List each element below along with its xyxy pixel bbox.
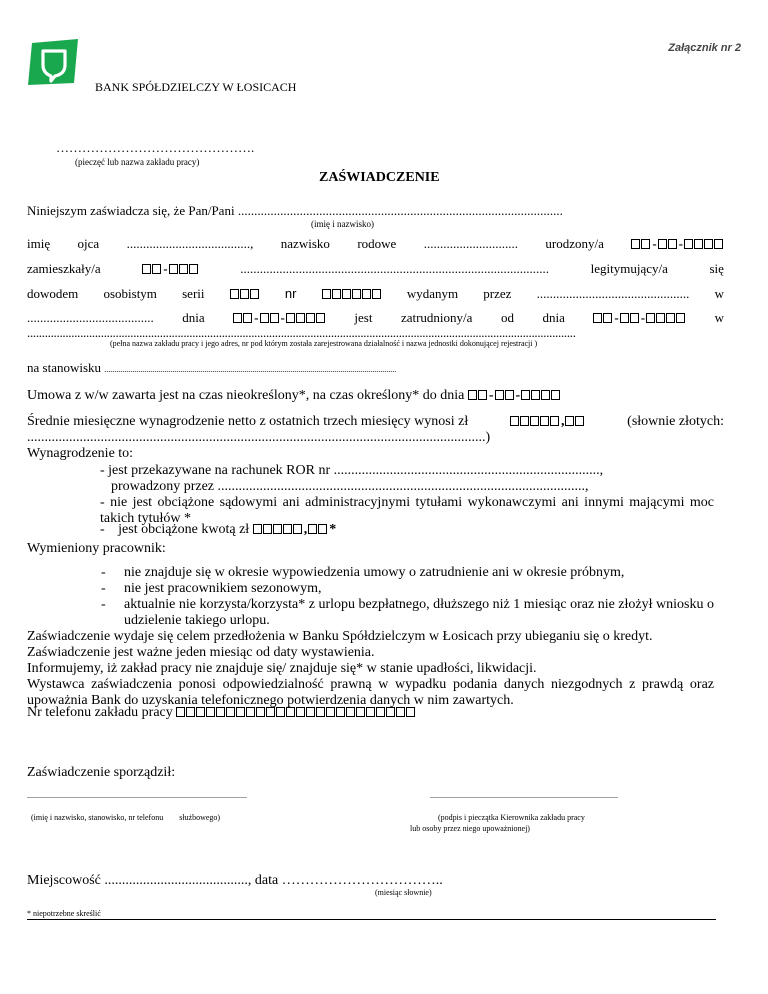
label-serii: serii xyxy=(182,286,205,301)
wages-burdened-text: jest obciążone kwotą zł xyxy=(118,522,250,537)
para-validity: Zaświadczenie jest ważne jeden miesiąc od daty wystawienia. xyxy=(27,645,375,660)
para-bankruptcy: Informujemy, iż zakład pracy nie znajduje się/ znajduje się* w stanie upadłości, likwidacji. xyxy=(27,661,537,676)
label-jest: jest xyxy=(354,310,373,325)
label-residence: zamieszkały/a xyxy=(27,261,101,276)
stamp-dots: ………………………………………. xyxy=(56,140,255,155)
position-line xyxy=(27,360,396,376)
label-sie: się xyxy=(709,261,724,276)
label-osobistym: osobistym xyxy=(103,286,157,301)
wages-bank: prowadzony przez ........................................................................................................., xyxy=(111,479,589,494)
wages-account: - jest przekazywane na rachunek ROR nr ............................................................................, xyxy=(100,463,604,478)
position-dots: .................................................................................................................................................. xyxy=(104,365,397,374)
signature-left-caption-a: (imię i nazwisko, stanowisko, nr telefonu xyxy=(31,813,164,822)
date-label: data xyxy=(254,873,279,888)
salary-text: Średnie miesięczne wynagrodzenie netto z ostatnich trzech miesięcy wynosi zł xyxy=(27,414,469,429)
burden-amount-boxes[interactable]: , xyxy=(253,522,329,537)
id-number-boxes[interactable] xyxy=(322,286,382,302)
label-w-2: w xyxy=(714,310,724,325)
employee-item-text: nie jest pracownikiem sezonowym, xyxy=(124,581,322,596)
phone-digit-box[interactable] xyxy=(376,707,385,717)
label-dnia: dnia xyxy=(182,310,205,325)
phone-digit-box[interactable] xyxy=(186,707,195,717)
wages-burdened-dash: - xyxy=(100,522,105,537)
phone-digit-box[interactable] xyxy=(196,707,205,717)
phone-digit-box[interactable] xyxy=(396,707,405,717)
contract-text: Umowa z w/w zawarta jest na czas nieokreślony*, na czas określony* do dnia xyxy=(27,388,465,403)
address-dots: ............................................................................................... xyxy=(240,261,549,276)
phone-digit-box[interactable] xyxy=(316,707,325,717)
signature-left-caption-b: służbowego) xyxy=(179,813,221,822)
phone-digit-box[interactable] xyxy=(176,707,185,717)
phone-digit-box[interactable] xyxy=(256,707,265,717)
label-issued: wydanym xyxy=(406,286,459,301)
employment-line xyxy=(27,310,724,326)
document-title: ZAŚWIADCZENIE xyxy=(319,170,440,185)
birth-date-boxes[interactable]: - - xyxy=(631,236,724,252)
salary-words-label: (słownie złotych: xyxy=(627,414,724,429)
issue-date-boxes[interactable]: - - xyxy=(233,310,326,326)
id-series-boxes[interactable] xyxy=(230,286,260,302)
issuer-dots: ............................................... xyxy=(536,286,690,301)
bullet: - xyxy=(101,597,106,612)
employee-item-1 xyxy=(101,565,625,581)
phone-digit-box[interactable] xyxy=(246,707,255,717)
label-dowodem: dowodem xyxy=(27,286,79,301)
parents-line xyxy=(27,236,724,252)
intro-line: Niniejszym zaświadcza się, że Pan/Pani .................................................................................................... xyxy=(27,203,563,218)
father-name-dots: ......................................, xyxy=(126,236,254,251)
phone-digit-box[interactable] xyxy=(296,707,305,717)
place-label: Miejscowość xyxy=(27,873,101,888)
label-od: od xyxy=(500,310,514,325)
signature-right-dots: .............................................................................................. xyxy=(430,791,618,800)
signature-right-caption-2: lub osoby przez niego upoważnionej) xyxy=(410,824,530,833)
phone-digit-box[interactable] xyxy=(266,707,275,717)
id-line xyxy=(27,286,724,302)
signature-left-caption xyxy=(31,813,220,822)
phone-digit-box[interactable] xyxy=(326,707,335,717)
footnote: * niepotrzebne skreślić xyxy=(27,909,101,918)
phone-digit-box[interactable] xyxy=(306,707,315,717)
footer-rule xyxy=(27,919,716,920)
annex-label: Załącznik nr 2 xyxy=(668,42,741,54)
label-born: urodzony/a xyxy=(545,236,604,251)
phone-digit-box[interactable] xyxy=(236,707,245,717)
contract-date-boxes[interactable]: - - xyxy=(468,388,561,403)
salary-words-dots: ...................................................................................................................................) xyxy=(27,430,491,445)
phone-label: Nr telefonu zakładu pracy xyxy=(27,705,173,720)
salary-line xyxy=(27,414,724,430)
phone-digit-box[interactable] xyxy=(226,707,235,717)
phone-digit-box[interactable] xyxy=(276,707,285,717)
phone-digit-box[interactable] xyxy=(216,707,225,717)
bullet: - xyxy=(101,565,106,580)
label-nr: nr xyxy=(284,286,297,301)
label-by: przez xyxy=(483,286,512,301)
bank-logo xyxy=(26,37,82,87)
label-ojca: ojca xyxy=(77,236,100,251)
contract-line xyxy=(27,388,561,404)
label-dnia-2: dnia xyxy=(542,310,565,325)
phone-line xyxy=(27,705,416,721)
employee-label: Wymieniony pracownik: xyxy=(27,541,166,556)
family-name-dots: ............................. xyxy=(423,236,518,251)
label-position: na stanowisku xyxy=(27,360,102,375)
bullet: - xyxy=(101,581,106,596)
employee-item-text: nie znajduje się w okresie wypowiedzenia umowy o zatrudnienie ani w okresie próbnym, xyxy=(124,565,625,580)
label-employed: zatrudniony/a xyxy=(400,310,473,325)
label-holding: legitymujący/a xyxy=(590,261,668,276)
postcode-boxes[interactable]: - xyxy=(142,261,198,277)
para-liability: Wystawca zaświadczenia ponosi odpowiedzialność prawną w wypadku podania danych niezgodnych z prawdą oraz upoważnia Bank do uzyskania telefonicznego potwierdzenia danych w nim zawartych. xyxy=(27,677,714,708)
wages-label: Wynagrodzenie to: xyxy=(27,446,134,461)
phone-digit-box[interactable] xyxy=(206,707,215,717)
phone-digit-box[interactable] xyxy=(336,707,345,717)
place-date-line xyxy=(27,873,443,889)
employee-item-text: aktualnie nie korzysta/korzysta* z urlopu bezpłatnego, dłuższego niż 1 miesiąc oraz nie złożył wniosku o udzielenie takiego urlopu. xyxy=(124,597,714,628)
label-rodowe: rodowe xyxy=(357,236,397,251)
label-nazwisko: nazwisko xyxy=(280,236,330,251)
phone-digit-box[interactable] xyxy=(346,707,355,717)
employee-item-3 xyxy=(101,597,714,628)
signature-right-caption-1: (podpis i pieczątka Kierownika zakładu pracy xyxy=(438,813,585,822)
phone-digit-box[interactable] xyxy=(286,707,295,717)
label-imie: imię xyxy=(27,236,51,251)
phone-digit-box[interactable] xyxy=(366,707,375,717)
label-w: w xyxy=(714,286,724,301)
stamp-caption: (pieczęć lub nazwa zakładu pracy) xyxy=(75,157,200,167)
wages-burdened: - jest obciążone kwotą zł , * xyxy=(100,522,337,537)
date-caption: (miesiąc słownie) xyxy=(375,888,432,897)
phone-digit-box[interactable] xyxy=(356,707,365,717)
address-line xyxy=(27,261,724,277)
salary-boxes[interactable]: , xyxy=(510,414,586,430)
phone-boxes[interactable] xyxy=(176,705,416,720)
employer-caption: (pełna nazwa zakładu pracy i jego adres, nr pod którym została zarejestrowana działalność i nazwa jednostki dokonującej rejestracji ) xyxy=(110,339,538,348)
wages-free: - nie jest obciążone sądowymi ani administracyjnymi tytułami wykonawczymi ani innymi mającymi moc takich tytułów * xyxy=(100,495,714,526)
employer-dots: .......................................................................................................................................................................................... xyxy=(27,325,576,340)
signature-left-dots: .............................................................................................................. xyxy=(27,791,247,800)
phone-digit-box[interactable] xyxy=(386,707,395,717)
prepared-by: Zaświadczenie sporządził: xyxy=(27,765,176,780)
place-dots: ....................................... xyxy=(27,310,154,325)
employment-date-boxes[interactable]: - - xyxy=(593,310,686,326)
place-dots: ........................................., xyxy=(104,873,252,888)
phone-digit-box[interactable] xyxy=(406,707,415,717)
para-purpose: Zaświadczenie wydaje się celem przedłożenia w Banku Spółdzielczym w Łosicach przy ubieganiu się o kredyt. xyxy=(27,629,653,644)
bank-name: BANK SPÓŁDZIELCZY W ŁOSICACH xyxy=(95,80,297,94)
intro-caption: (imię i nazwisko) xyxy=(311,219,374,229)
date-dots: …………………………….. xyxy=(281,873,443,888)
employee-item-2 xyxy=(101,581,322,597)
